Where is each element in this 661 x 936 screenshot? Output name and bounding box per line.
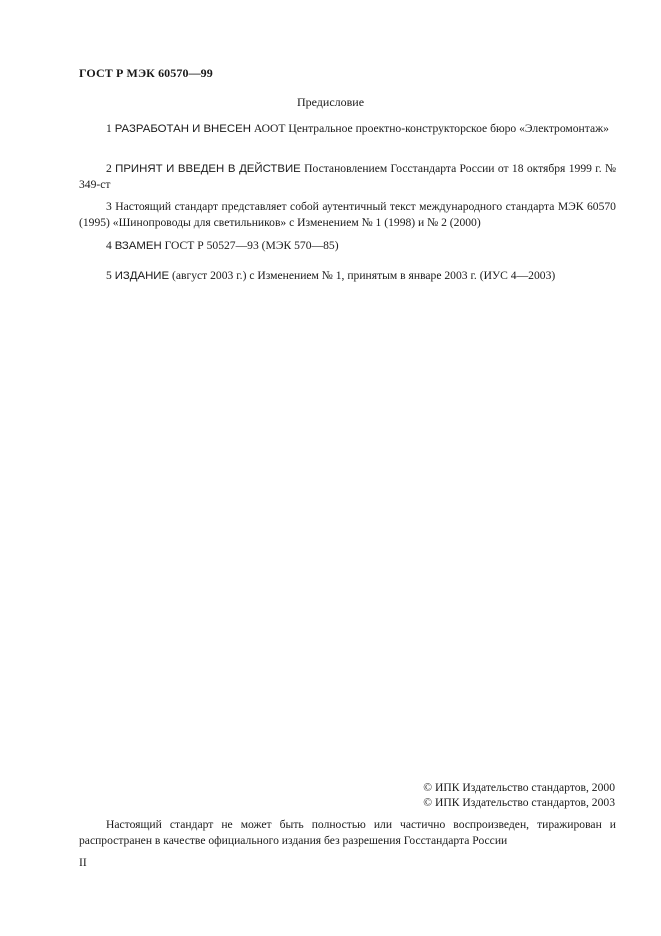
paragraph-3 (79, 199, 616, 231)
paragraph-caps: ПРИНЯТ И ВВЕДЕН В ДЕЙСТВИЕ (115, 163, 301, 175)
reproduction-notice: Настоящий стандарт не может быть полностью или частично воспроизведен, тиражирован и распространен в качестве официального издания без разрешения Госстандарта России (79, 818, 616, 847)
paragraph-number: 3 (106, 200, 112, 213)
copyright-2000: © ИПК Издательство стандартов, 2000 (423, 781, 615, 794)
copyright-2003: © ИПК Издательство стандартов, 2003 (423, 796, 615, 809)
page-title: Предисловие (296, 95, 365, 109)
paragraph-1 (79, 121, 616, 137)
paragraph-text: ГОСТ Р 50527—93 (МЭК 570—85) (161, 239, 339, 252)
paragraph-2 (79, 161, 616, 193)
paragraph-number: 2 (106, 162, 112, 175)
paragraph-number: 5 (106, 269, 112, 282)
page-number: II (79, 856, 87, 869)
paragraph-text: Постановлением Госстандарта России от 18 октября 1999 г. № 349-ст (79, 162, 617, 191)
document-code: ГОСТ Р МЭК 60570—99 (79, 66, 213, 80)
paragraph-number: 1 (106, 122, 112, 135)
paragraph-text: АООТ Центральное проектно-конструкторское бюро «Электромонтаж» (250, 122, 609, 135)
paragraph-text: Настоящий стандарт представляет собой аутентичный текст международного стандарта МЭК 60570 (1995) «Шинопроводы для светильников» с Изменением № 1 (1998) и № 2 (2000) (79, 200, 616, 229)
paragraph-caps: ВЗАМЕН (114, 240, 162, 252)
paragraph-text: (август 2003 г.) с Изменением № 1, принятым в январе 2003 г. (ИУС 4—2003) (169, 269, 556, 282)
paragraph-5 (79, 268, 616, 284)
paragraph-number: 4 (106, 239, 112, 252)
paragraph-caps: РАЗРАБОТАН И ВНЕСЕН (114, 123, 251, 135)
paragraph-4 (79, 238, 616, 254)
paragraph-caps: ИЗДАНИЕ (114, 270, 170, 282)
